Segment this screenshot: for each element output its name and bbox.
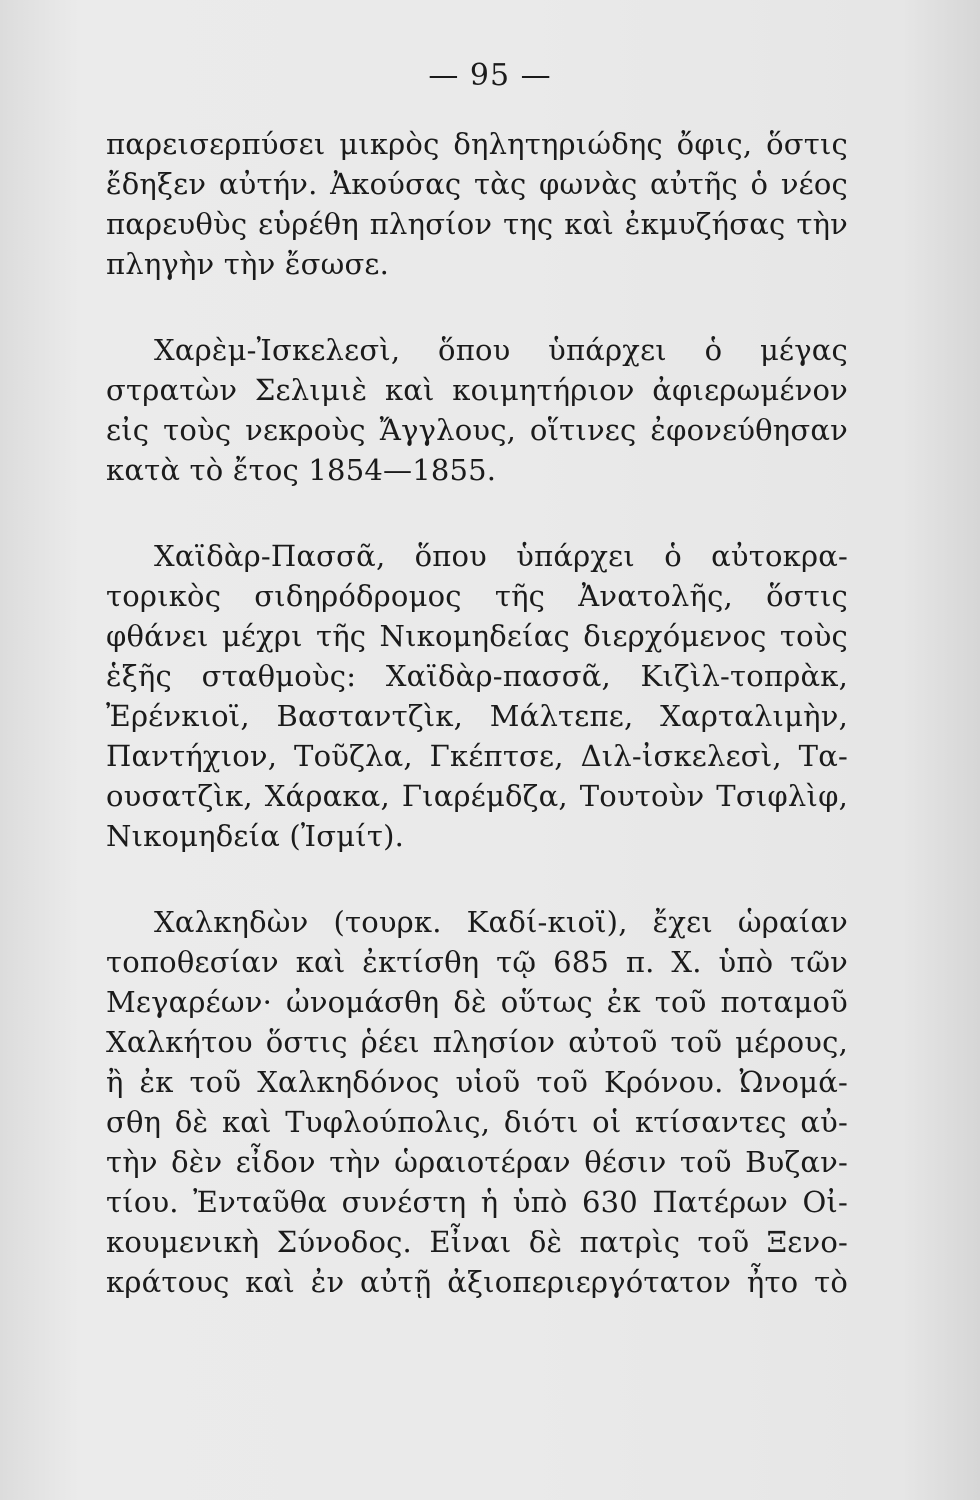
- text-line: ουσατζὶκ, Χάρακα, Γιαρέμδζα, Τουτοὺν Τσιφλὶφ,: [106, 779, 848, 813]
- text-line: Ἐρένκιοϊ, Βασταντζὶκ, Μάλτεπε, Χαρταλιμὴν,: [106, 699, 848, 733]
- text-line: παρευθὺς εὑρέθη πλησίον της καὶ ἐκμυζήσας τὴν: [106, 207, 848, 241]
- text-line: Χαλκήτου ὅστις ῥέει πλησίον αὐτοῦ τοῦ μέρους,: [106, 1025, 848, 1059]
- page-text: [106, 124, 848, 1302]
- text-line: τορικὸς σιδηρόδρομος τῆς Ἀνατολῆς, ὅστις: [106, 579, 848, 613]
- text-line: τοποθεσίαν καὶ ἐκτίσθη τῷ 685 π. Χ. ὑπὸ τῶν: [106, 945, 848, 979]
- text-line: παρεισερπύσει μικρὸς δηλητηριώδης ὄφις, ὅστις: [106, 127, 848, 161]
- page-number: — 95 —: [428, 58, 552, 93]
- text-line: πληγὴν τὴν ἔσωσε.: [106, 247, 390, 281]
- text-line: Νικομηδεία (Ἰσμίτ).: [106, 819, 405, 853]
- text-line: στρατὼν Σελιμιὲ καὶ κοιμητήριον ἀφιερωμένον: [106, 373, 848, 407]
- text-line: σθη δὲ καὶ Τυφλούπολις, διότι οἱ κτίσαντες αὐ-: [106, 1105, 848, 1139]
- paragraph: [106, 124, 848, 284]
- text-line: ἢ ἐκ τοῦ Χαλκηδόνος υἱοῦ τοῦ Κρόνου. Ὠνομά-: [106, 1065, 848, 1099]
- text-line: ἔδηξεν αὐτήν. Ἀκούσας τὰς φωνὰς αὐτῆς ὁ νέος: [106, 167, 848, 201]
- text-line: κουμενικὴ Σύνοδος. Εἶναι δὲ πατρὶς τοῦ Ξενο-: [106, 1225, 848, 1259]
- text-line: φθάνει μέχρι τῆς Νικομηδείας διερχόμενος τοὺς: [106, 619, 848, 653]
- text-line: τὴν δὲν εἶδον τὴν ὡραιοτέραν θέσιν τοῦ Βυζαν-: [106, 1145, 848, 1179]
- text-line: Μεγαρέων· ὠνομάσθη δὲ οὕτως ἐκ τοῦ ποταμοῦ: [106, 985, 848, 1019]
- text-line: Χαλκηδὼν (τουρκ. Καδί-κιοϊ), ἔχει ὡραίαν: [154, 905, 848, 939]
- text-line: κατὰ τὸ ἔτος 1854—1855.: [106, 453, 497, 487]
- text-line: τίου. Ἐνταῦθα συνέστη ἡ ὑπὸ 630 Πατέρων Οἰ-: [106, 1185, 848, 1219]
- text-line: Παντήχιον, Τοῦζλα, Γκέπτσε, Διλ-ἰσκελεσὶ, Τα-: [106, 739, 848, 773]
- paragraph: [106, 330, 848, 490]
- text-line: ἑξῆς σταθμοὺς: Χαϊδὰρ-πασσᾶ, Κιζὶλ-τοπρὰκ,: [106, 659, 848, 693]
- text-line: Χαρὲμ-Ἰσκελεσὶ, ὅπου ὑπάρχει ὁ μέγας: [154, 333, 848, 367]
- text-line: κράτους καὶ ἐν αὐτῇ ἀξιοπεριεργότατον ἦτο τὸ: [106, 1265, 848, 1299]
- text-line: Χαϊδὰρ-Πασσᾶ, ὅπου ὑπάρχει ὁ αὐτοκρα-: [154, 539, 848, 573]
- text-line: εἰς τοὺς νεκροὺς Ἄγγλους, οἵτινες ἐφονεύθησαν: [106, 413, 848, 447]
- paragraph: [106, 536, 848, 856]
- paragraph: [106, 902, 848, 1302]
